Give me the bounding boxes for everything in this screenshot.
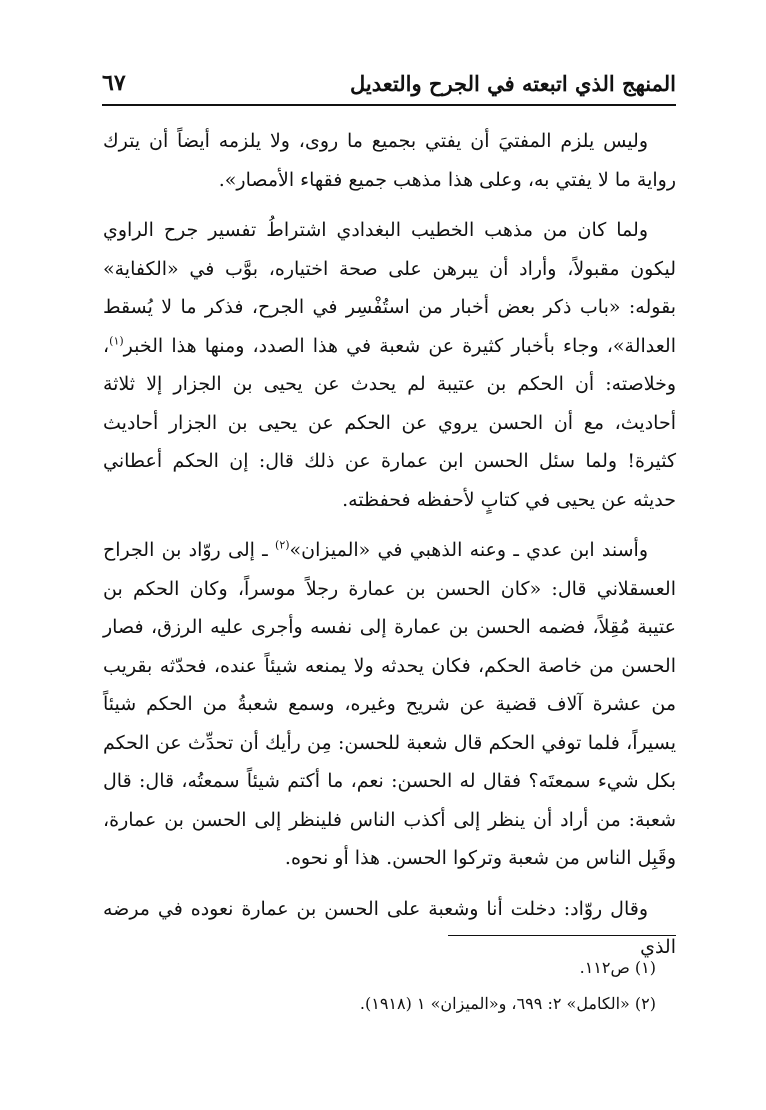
running-title: المنهج الذي اتبعته في الجرح والتعديل: [349, 70, 676, 96]
paragraph: [103, 531, 676, 878]
paragraph-text: وأسند ابن عدي ـ وعنه الذهبي في «الميزان»: [289, 539, 648, 561]
footnotes: [103, 950, 656, 1022]
paragraph-text: وليس يلزم المفتيَ أن يفتي بجميع ما روى، ولا يلزمه أيضاً أن يترك رواية ما لا يفتي به، وعلى هذا مذهب جميع فقهاء الأمصار».: [103, 130, 676, 191]
paragraph: [103, 122, 676, 199]
main-text: [103, 122, 676, 967]
paragraph-text: ولما كان من مذهب الخطيب البغدادي اشتراطُ تفسير جرح الراوي ليكون مقبولاً، وأراد أن يبرهن على صحة اختياره، بوَّب في «الكفاية» بقوله: «باب ذكر بعض أخبار من استُفْسِر في الجرح، فذكر ما لا يُسقط العدالة»، وجاء بأخبار كثيرة عن شعبة في هذا الصدد، ومنها هذا الخبر: [103, 219, 676, 357]
page-header: [102, 62, 676, 106]
paragraph-text: وقال روّاد: دخلت أنا وشعبة على الحسن بن عمارة نعوده في مرضه الذي: [103, 897, 676, 958]
footnote-separator: [448, 935, 676, 936]
paragraph-text: ـ إلى روّاد بن الجراح العسقلاني قال: «كان الحسن بن عمارة رجلاً موسراً، وكان الحكم بن عتيبة مُقِلاً، فضمه الحسن بن عمارة إلى نفسه وأجرى عليه الرزق، فصار الحسن من خاصة الحكم، فكان يحدثه ولا يمنعه شيئاً عنده، فحدّثه بقريب من عشرة آلاف قضية عن شريح وغيره، وسمع شعبةُ من الحكم شيئاً يسيراً، فلما توفي الحكم قال شعبة للحسن: مِن رأيك أن تحدِّث عن الحكم بكل شيء سمعتَه؟ فقال له الحسن: نعم، ما أكتم شيئاً سمعتُه، قال: قال شعبة: من أراد أن ينظر إلى أكذب الناس فلينظر إلى الحسن بن عمارة، وقَبِل الناس من شعبة وتركوا الحسن. هذا أو نحوه.: [103, 539, 676, 869]
paragraph-text: ، وخلاصته: أن الحكم بن عتيبة لم يحدث عن يحيى بن الجزار إلا ثلاثة أحاديث، مع أن الحسن يروي عن الحكم عن يحيى بن الجزار أحاديث كثيرة! ولما سئل الحسن ابن عمارة عن ذلك قال: إن الحكم أعطاني حديثه عن يحيى في كتابٍ لأحفظه فحفظته.: [103, 334, 676, 511]
footnote: (٢) «الكامل» ٢: ٦٩٩، و«الميزان» ١ (١٩١٨).: [359, 994, 656, 1013]
footnote: (١) ص١١٢.: [579, 958, 656, 977]
footnote-ref: (٢): [275, 538, 290, 552]
paragraph: [103, 211, 676, 519]
footnote-ref: (١): [109, 334, 124, 348]
page-number: ٦٧: [102, 70, 126, 96]
